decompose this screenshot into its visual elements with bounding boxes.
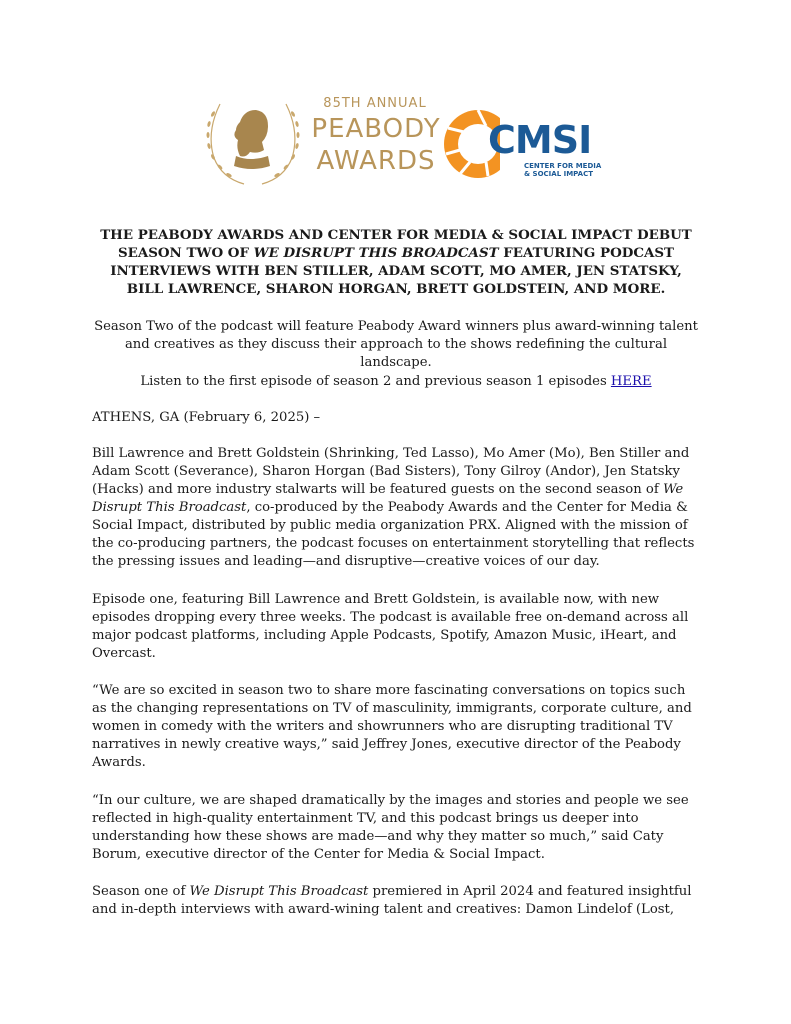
paragraph-guests-text-b: , co-produced by the Peabody Awards and the Center for Media & Social Impact, distributed by public media organization PRX. Aligned with the mission of the co-producing partners, the podcast focuses on entertainment storytelling that reflects the pressing issues and leading—and disruptive—creative voices of our day. — [92, 500, 695, 569]
listen-text: Listen to the first episode of season 2 and previous season 1 episodes — [140, 374, 611, 389]
dateline: ATHENS, GA (February 6, 2025) – — [92, 410, 321, 425]
logo-banner — [200, 90, 600, 190]
press-release-headline — [92, 226, 700, 298]
paragraph-quote-jones: “We are so excited in season two to share more fascinating conversations on topics such as the changing representations on TV of masculinity, immigrants, corporate culture, and women in comedy with the writers and showrunners who are disrupting traditional TV narratives in newly creative ways,” said Jeffrey Jones, executive director of the Peabody Awards. — [92, 683, 692, 770]
headline-part2: FEATURING PODCAST INTERVIEWS WITH BEN STILLER, ADAM SCOTT, MO AMER, JEN STATSKY, BILL LAWRENCE, SHARON HORGAN, BRETT GOLDSTEIN, AND MORE. — [110, 245, 682, 297]
cmsi-tagline-line1: CENTER FOR MEDIA — [524, 162, 602, 170]
cmsi-tagline — [524, 162, 614, 178]
peabody-awards-logo — [200, 90, 440, 190]
headline-show-title: WE DISRUPT THIS BROADCAST — [253, 245, 499, 261]
peabody-wordmark-line2: AWARDS — [316, 146, 436, 176]
paragraph-season-one-show-title: We Disrupt This Broadcast — [189, 884, 369, 899]
paragraph-guests-text-a: Bill Lawrence and Brett Goldstein (Shrinking, Ted Lasso), Mo Amer (Mo), Ben Stiller and Adam Scott (Severance), Sharon Horgan (Bad Sisters), Tony Gilroy (Andor), Jen Statsky (Hacks) and more industry stalwarts will be featured guests on the second season of — [92, 446, 690, 497]
paragraph-quote-borum: “In our culture, we are shaped dramatically by the images and stories and people we see reflected in high-quality entertainment TV, and this podcast brings us deeper into understanding how these shows are made—and why they matter so much,” said Caty Borum, executive director of the Center for Media & Social Impact. — [92, 793, 689, 862]
headline-part1: THE PEABODY AWARDS AND CENTER FOR MEDIA & SOCIAL IMPACT DEBUT SEASON TWO OF — [100, 227, 692, 261]
here-link[interactable]: HERE — [610, 374, 652, 389]
cmsi-logo — [442, 108, 602, 188]
listen-line — [92, 373, 700, 391]
paragraph-episode-one: Episode one, featuring Bill Lawrence and Brett Goldstein, is available now, with new episodes dropping every three weeks. The podcast is available free on-demand across all major podcast platforms, including Apple Podcasts, Spotify, Amazon Music, iHeart, and Overcast. — [92, 592, 689, 661]
subheadline: Season Two of the podcast will feature Peabody Award winners plus award-winning talent and creatives as they discuss their approach to the shows redefining the cultural landscape. — [94, 319, 698, 370]
peabody-annual-label: 85TH ANNUAL — [323, 96, 427, 111]
cmsi-wordmark: CMSI — [488, 118, 592, 162]
paragraph-guests — [92, 445, 700, 571]
paragraph-season-one — [92, 883, 700, 919]
paragraph-season-one-text-a: Season one of — [92, 884, 190, 899]
peabody-wordmark-line1: PEABODY — [311, 114, 441, 144]
cmsi-tagline-line2: & SOCIAL IMPACT — [524, 170, 593, 178]
paragraph-season-one-text-b: premiered in April 2024 and featured insightful and in-depth interviews with award-wining talent and creatives: Damon Lindelof (Lost, — [92, 884, 692, 917]
peabody-wreath-icon — [200, 92, 306, 188]
paragraph-guests-show-title: We Disrupt This Broadcast — [92, 482, 684, 515]
